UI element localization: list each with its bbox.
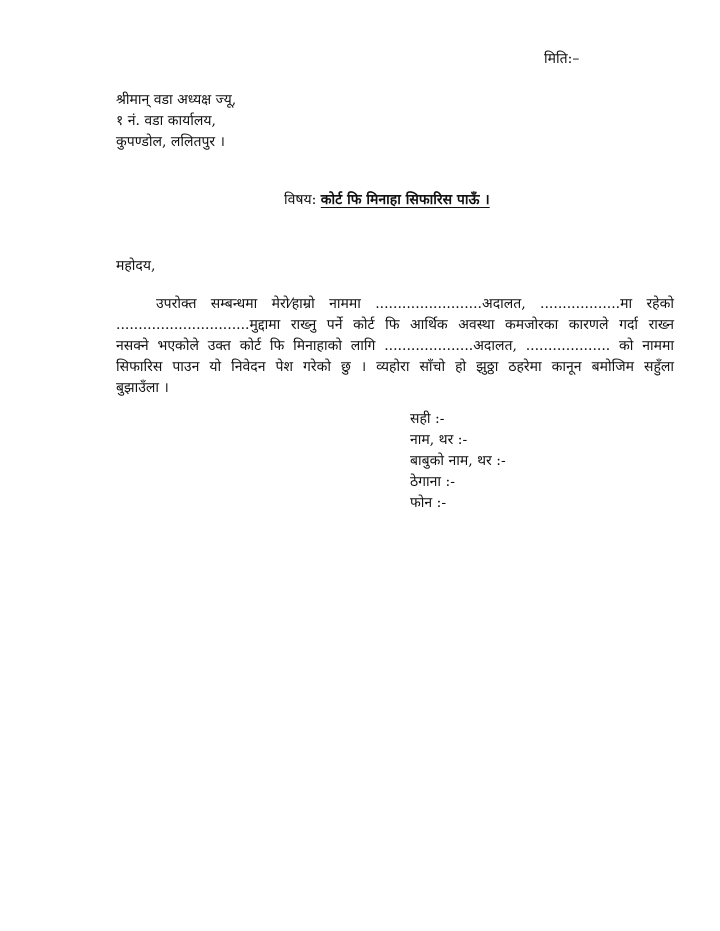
body-line: उपरोक्त सम्बन्धमा मेरो⁄हाम्रो नाममा ........................अदालत, ..................मा रहेको: [156, 296, 674, 312]
date-label: मिति:–: [544, 51, 580, 67]
phone-field: फोन :-: [410, 495, 447, 511]
body-paragraph: [116, 294, 674, 399]
body-line: सिफारिस पाउन यो निवेदन पेश गरेको छु । व्यहोरा साँचो हो झुठ्ठा ठहरेमा कानून बमोजिम सहुँला: [116, 359, 674, 375]
subject-label: विषय:: [284, 192, 317, 208]
address-line-recipient: श्रीमान् वडा अध्यक्ष ज्यू,: [116, 92, 237, 108]
name-field: नाम, थर :-: [410, 432, 468, 448]
recipient-address: [116, 90, 236, 153]
address-line-office: १ नं. वडा कार्यालय,: [116, 113, 216, 129]
signature-block: [410, 409, 506, 514]
body-line: बुझाउँला ।: [116, 380, 169, 396]
address-field: ठेगाना :-: [410, 474, 455, 490]
body-line: ..............................मुद्दामा राख्नु पर्ने कोर्ट फि आर्थिक अवस्था कमजोरका कारणले गर्दा राख्न: [116, 317, 674, 333]
subject-line: [284, 190, 490, 210]
subject-text: कोर्ट फि मिनाहा सिफारिस पाऊँ ।: [320, 192, 490, 208]
body-line: नसक्ने भएकोले उक्त कोर्ट फि मिनाहाको लागि ....................अदालत, ................... को नाममा: [116, 338, 674, 354]
signature-field: सही :-: [410, 411, 445, 427]
father-name-field: बाबुको नाम, थर :-: [410, 453, 506, 469]
address-line-location: कुपण्डोल, ललितपुर ।: [116, 134, 225, 150]
salutation: महोदय,: [116, 258, 156, 274]
